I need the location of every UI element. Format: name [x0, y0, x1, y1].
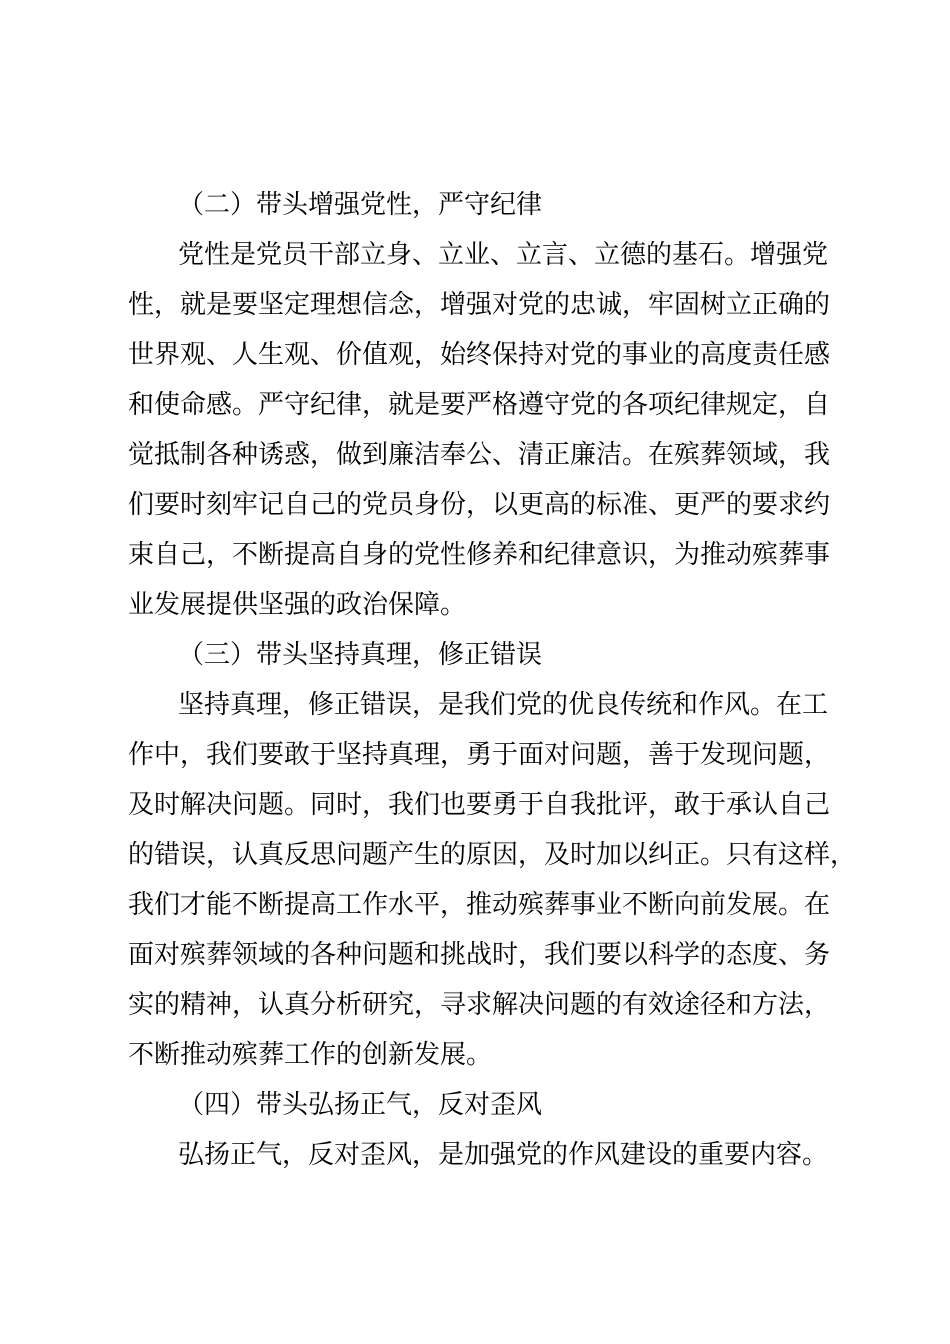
paragraph-line: 及时解决问题。同时，我们也要勇于自我批评，敢于承认自己 — [128, 790, 831, 820]
section-heading: （二）带头增强党性，严守纪律 — [178, 190, 543, 220]
paragraph-line: 世界观、人生观、价值观，始终保持对党的事业的高度责任感 — [128, 340, 831, 370]
paragraph-line: 觉抵制各种诱惑，做到廉洁奉公、清正廉洁。在殡葬领域，我 — [128, 440, 831, 470]
paragraph-line: 们要时刻牢记自己的党员身份，以更高的标准、更严的要求约 — [128, 490, 831, 520]
paragraph-line: 坚持真理，修正错误，是我们党的优良传统和作风。在工 — [178, 690, 829, 720]
paragraph-line: 性，就是要坚定理想信念，增强对党的忠诚，牢固树立正确的 — [128, 290, 831, 320]
paragraph-line: 业发展提供坚强的政治保障。 — [128, 590, 467, 620]
paragraph-line: 弘扬正气，反对歪风，是加强党的作风建设的重要内容。 — [178, 1140, 829, 1170]
section-heading: （四）带头弘扬正气，反对歪风 — [178, 1090, 543, 1120]
paragraph-line: 束自己，不断提高自身的党性修养和纪律意识，为推动殡葬事 — [128, 540, 831, 570]
paragraph-line: 实的精神，认真分析研究，寻求解决问题的有效途径和方法， — [128, 990, 831, 1020]
paragraph-line: 的错误，认真反思问题产生的原因，及时加以纠正。只有这样， — [128, 840, 857, 870]
paragraph-line: 作中，我们要敢于坚持真理，勇于面对问题，善于发现问题， — [128, 740, 831, 770]
paragraph-line: 党性是党员干部立身、立业、立言、立德的基石。增强党 — [178, 240, 829, 270]
section-heading: （三）带头坚持真理，修正错误 — [178, 640, 543, 670]
paragraph-line: 我们才能不断提高工作水平，推动殡葬事业不断向前发展。在 — [128, 890, 831, 920]
paragraph-line: 不断推动殡葬工作的创新发展。 — [128, 1040, 493, 1070]
paragraph-line: 面对殡葬领域的各种问题和挑战时，我们要以科学的态度、务 — [128, 940, 831, 970]
paragraph-line: 和使命感。严守纪律，就是要严格遵守党的各项纪律规定，自 — [128, 390, 831, 420]
